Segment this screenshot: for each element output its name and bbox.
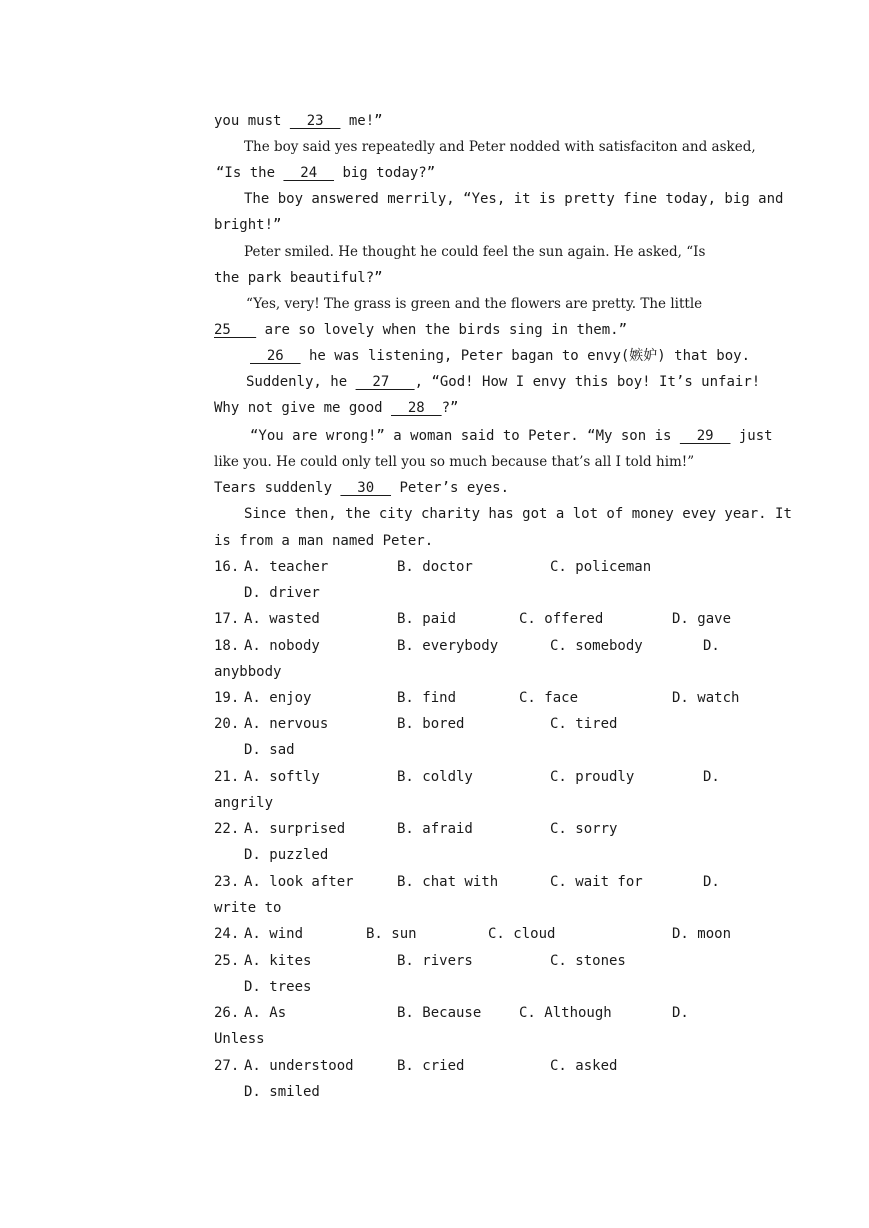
option-a: A. enjoy bbox=[244, 690, 312, 706]
option-b: B. rivers bbox=[397, 953, 473, 969]
option-a: A. teacher bbox=[244, 559, 329, 575]
blank-23: 23 bbox=[289, 113, 341, 129]
passage-line: you must 23 me!” bbox=[214, 113, 383, 129]
passage-line: bright!” bbox=[214, 217, 282, 233]
option-a: A. understood bbox=[244, 1058, 354, 1074]
question-number: 19. bbox=[214, 690, 240, 706]
option-d: D. moon bbox=[672, 926, 732, 942]
option-b: B. sun bbox=[366, 926, 417, 942]
blank-27: 27 bbox=[355, 374, 415, 390]
option-d-text: angrily bbox=[214, 795, 274, 811]
option-c: C. face bbox=[519, 690, 579, 706]
blank-26: 26 bbox=[250, 348, 301, 364]
question-number: 22. bbox=[214, 821, 240, 837]
option-b: B. chat with bbox=[397, 874, 499, 890]
option-b: B. doctor bbox=[397, 559, 473, 575]
passage-line: Why not give me good 28 ?” bbox=[214, 400, 459, 416]
option-b: B. everybody bbox=[397, 638, 499, 654]
question-number: 17. bbox=[214, 611, 240, 627]
passage-line: “Is the 24 big today?” bbox=[216, 165, 436, 181]
question-number: 18. bbox=[214, 638, 240, 654]
passage-line: the park beautiful?” bbox=[214, 270, 383, 286]
option-a: A. As bbox=[244, 1005, 287, 1021]
passage-line: The boy said yes repeatedly and Peter nodded with satisfaciton and asked, bbox=[244, 139, 756, 155]
question-number: 20. bbox=[214, 716, 240, 732]
option-b: B. cried bbox=[397, 1058, 465, 1074]
option-c: C. proudly bbox=[550, 769, 635, 785]
blank-25: 25 bbox=[214, 322, 257, 338]
question-number: 23. bbox=[214, 874, 240, 890]
option-d: D. puzzled bbox=[244, 847, 329, 863]
option-a: A. surprised bbox=[244, 821, 346, 837]
passage-line: “You are wrong!” a woman said to Peter. “My son is 29 just bbox=[250, 428, 773, 444]
question-number: 27. bbox=[214, 1058, 240, 1074]
option-c: C. wait for bbox=[550, 874, 643, 890]
option-d: D. smiled bbox=[244, 1084, 320, 1100]
passage-line: Tears suddenly 30 Peter’s eyes. bbox=[214, 480, 510, 496]
passage-line: like you. He could only tell you so much because that’s all I told him!” bbox=[214, 454, 695, 470]
option-b: B. coldly bbox=[397, 769, 473, 785]
question-number: 16. bbox=[214, 559, 240, 575]
blank-24: 24 bbox=[283, 165, 335, 181]
blank-28: 28 bbox=[391, 400, 442, 416]
passage-line: “Yes, very! The grass is green and the flowers are pretty. The little bbox=[246, 296, 703, 312]
passage-line: is from a man named Peter. bbox=[214, 533, 434, 549]
option-c: C. Although bbox=[519, 1005, 612, 1021]
option-c: C. tired bbox=[550, 716, 618, 732]
option-d: D. bbox=[703, 874, 720, 890]
option-a: A. wind bbox=[244, 926, 304, 942]
option-d-text: Unless bbox=[214, 1031, 265, 1047]
question-number: 24. bbox=[214, 926, 240, 942]
passage-line: Since then, the city charity has got a lot of money evey year. It bbox=[244, 506, 792, 522]
option-d-text: write to bbox=[214, 900, 282, 916]
option-d: D. bbox=[672, 1005, 689, 1021]
option-a: A. nobody bbox=[244, 638, 320, 654]
option-b: B. find bbox=[397, 690, 457, 706]
option-d: D. watch bbox=[672, 690, 740, 706]
option-a: A. wasted bbox=[244, 611, 320, 627]
option-d: D. driver bbox=[244, 585, 320, 601]
option-c: C. somebody bbox=[550, 638, 643, 654]
option-c: C. asked bbox=[550, 1058, 618, 1074]
option-d-text: anybbody bbox=[214, 664, 282, 680]
option-a: A. kites bbox=[244, 953, 312, 969]
option-c: C. cloud bbox=[488, 926, 556, 942]
blank-29: 29 bbox=[679, 428, 731, 444]
passage-line: 25 are so lovely when the birds sing in them.” bbox=[214, 322, 628, 338]
question-number: 26. bbox=[214, 1005, 240, 1021]
option-b: B. paid bbox=[397, 611, 457, 627]
option-c: C. policeman bbox=[550, 559, 652, 575]
question-number: 21. bbox=[214, 769, 240, 785]
option-d: D. trees bbox=[244, 979, 312, 995]
blank-30: 30 bbox=[340, 480, 392, 496]
passage-line: The boy answered merrily, “Yes, it is pretty fine today, big and bbox=[244, 191, 784, 207]
option-d: D. bbox=[703, 769, 720, 785]
passage-line: Suddenly, he 27 , “God! How I envy this boy! It’s unfair! bbox=[246, 374, 761, 390]
question-number: 25. bbox=[214, 953, 240, 969]
passage-line: 26 he was listening, Peter bagan to envy(嫉妒) that boy. bbox=[250, 348, 751, 364]
option-b: B. afraid bbox=[397, 821, 473, 837]
option-b: B. Because bbox=[397, 1005, 482, 1021]
option-b: B. bored bbox=[397, 716, 465, 732]
option-d: D. gave bbox=[672, 611, 732, 627]
option-c: C. stones bbox=[550, 953, 626, 969]
option-a: A. softly bbox=[244, 769, 320, 785]
option-a: A. look after bbox=[244, 874, 354, 890]
option-d: D. sad bbox=[244, 742, 295, 758]
option-c: C. offered bbox=[519, 611, 604, 627]
passage-line: Peter smiled. He thought he could feel the sun again. He asked, “Is bbox=[244, 244, 706, 260]
option-a: A. nervous bbox=[244, 716, 329, 732]
option-c: C. sorry bbox=[550, 821, 618, 837]
option-d: D. bbox=[703, 638, 720, 654]
